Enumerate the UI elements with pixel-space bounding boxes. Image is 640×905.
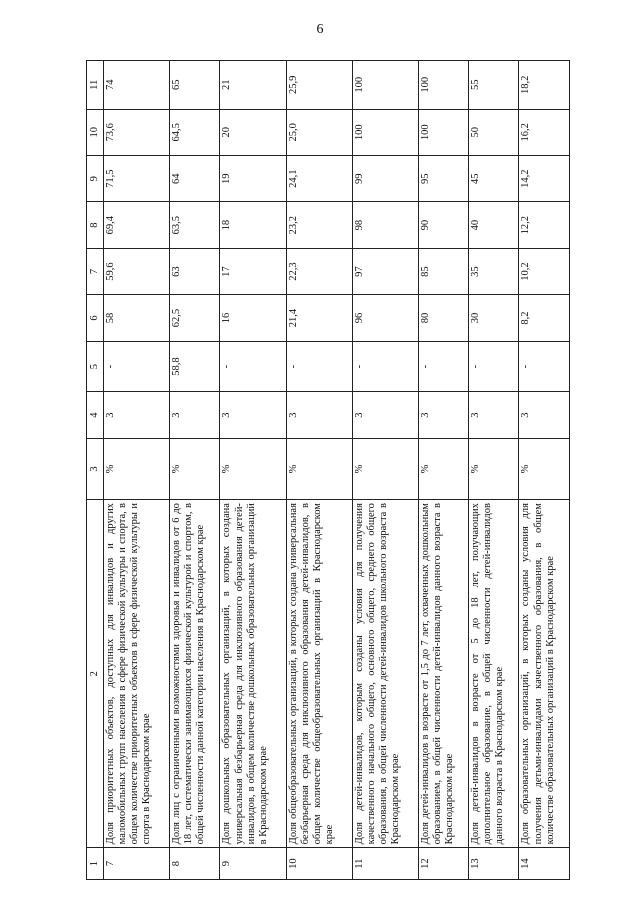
table-row (519, 61, 570, 880)
table-cell: 63,5 (170, 202, 220, 248)
table-cell: 16 (220, 295, 286, 341)
table-row (418, 61, 468, 880)
table-cell: 20 (220, 109, 286, 155)
column-header: 7 (87, 248, 104, 294)
table-cell: 71,5 (104, 156, 170, 202)
table-cell: % (104, 438, 170, 499)
table-cell: - (418, 341, 468, 392)
table-row (170, 61, 220, 880)
table-cell: 80 (418, 295, 468, 341)
table-cell: 3 (220, 392, 286, 438)
table-cell: 3 (469, 392, 519, 438)
row-number: 10 (286, 848, 352, 880)
table-cell: 69,4 (104, 202, 170, 248)
table-cell: 63 (170, 248, 220, 294)
table-cell: 90 (418, 202, 468, 248)
table-cell: 30 (469, 295, 519, 341)
table-cell: 95 (418, 156, 468, 202)
table-cell: 18,2 (519, 61, 570, 110)
table-cell: 55 (469, 61, 519, 110)
indicator-description: Доля приоритетных объектов, доступных для инвалидов и других маломобильных групп населения в сфере физической культуры и спорта, в общем количестве приоритетных объектов в сфере физической культуры и спорта в Краснодарском крае (104, 500, 170, 848)
table-cell: 21,4 (286, 295, 352, 341)
table-cell: 73,6 (104, 109, 170, 155)
table-cell: 3 (286, 392, 352, 438)
page-number: 6 (316, 22, 324, 37)
table-cell: 21 (220, 61, 286, 110)
table-cell: 58 (104, 295, 170, 341)
indicator-description: Доля детей-инвалидов, которым созданы условия для получения качественного начального общего, основного общего, среднего общего образования, в общей численности детей-инвалидов школьного возраста в Краснодарском крае (352, 500, 418, 848)
table-cell: - (469, 341, 519, 392)
row-number: 8 (170, 848, 220, 880)
table-cell: % (170, 438, 220, 499)
table-cell: 24,1 (286, 156, 352, 202)
table-cell: 22,3 (286, 248, 352, 294)
table-cell: 100 (352, 109, 418, 155)
table-cell: 96 (352, 295, 418, 341)
table-cell: 16,2 (519, 109, 570, 155)
table-cell: - (220, 341, 286, 392)
table-cell: 100 (352, 61, 418, 110)
table-cell: - (519, 341, 570, 392)
table-cell: % (220, 438, 286, 499)
indicator-description: Доля лиц с ограниченными возможностями здоровья и инвалидов от 6 до 18 лет, систематически занимающихся физической культурой и спортом, в общей численности данной категории населения в Краснодарском крае (170, 500, 220, 848)
rotated-table-container (86, 60, 570, 880)
table-cell: 3 (519, 392, 570, 438)
table-cell: 3 (418, 392, 468, 438)
table-row (220, 61, 286, 880)
table-cell: - (286, 341, 352, 392)
row-number: 9 (220, 848, 286, 880)
table-cell: 40 (469, 202, 519, 248)
indicator-description: Доля детей-инвалидов в возрасте от 1,5 до 7 лет, охваченных дошкольным образованием, в общей численности детей-инвалидов данного возраста в Краснодарском крае (418, 500, 468, 848)
indicator-description: Доля детей-инвалидов в возрасте от 5 до 18 лет, получающих дополнительное образование, в общей численности детей-инвалидов данного возраста в Краснодарском крае (469, 500, 519, 848)
table-cell: - (104, 341, 170, 392)
column-header: 9 (87, 156, 104, 202)
table-cell: 85 (418, 248, 468, 294)
table-row (469, 61, 519, 880)
table-cell: - (352, 341, 418, 392)
table-cell: 18 (220, 202, 286, 248)
table-cell: 64 (170, 156, 220, 202)
table-cell: 12,2 (519, 202, 570, 248)
table-cell: 23,2 (286, 202, 352, 248)
table-cell: 100 (418, 109, 468, 155)
column-header: 1 (87, 848, 104, 880)
indicator-description: Доля общеобразовательных организаций, в которых создана универсальная безбарьерная среда для инклюзивного образования детей-инвалидов, в общем количестве общеобразовательных организаций в Краснодарском крае (286, 500, 352, 848)
column-header: 4 (87, 392, 104, 438)
table-cell: % (286, 438, 352, 499)
table-cell: % (519, 438, 570, 499)
column-header: 6 (87, 295, 104, 341)
row-number: 14 (519, 848, 570, 880)
table-row (104, 61, 170, 880)
table-cell: 74 (104, 61, 170, 110)
table-cell: 45 (469, 156, 519, 202)
indicator-description: Доля дошкольных образовательных организаций, в которых создана универсальная безбарьерная среда для инклюзивного образования детей-инвалидов, в общем количестве дошкольных образовательных организаций в Краснодарском крае (220, 500, 286, 848)
table-cell: 100 (418, 61, 468, 110)
rotated-table-inner (86, 60, 570, 880)
table-cell: 98 (352, 202, 418, 248)
column-header: 3 (87, 438, 104, 499)
table-cell: 97 (352, 248, 418, 294)
table-cell: % (469, 438, 519, 499)
table-cell: 50 (469, 109, 519, 155)
indicators-table (86, 60, 570, 880)
row-number: 12 (418, 848, 468, 880)
row-number: 13 (469, 848, 519, 880)
table-cell: 62,5 (170, 295, 220, 341)
table-row (352, 61, 418, 880)
table-cell: 3 (352, 392, 418, 438)
table-cell: 14,2 (519, 156, 570, 202)
indicator-description: Доля образовательных организаций, в которых созданы условия для получения детьми-инвалидами качественного образования, в общем количестве образовательных организаций в Краснодарском крае (519, 500, 570, 848)
column-header: 10 (87, 109, 104, 155)
table-cell: 59,6 (104, 248, 170, 294)
table-cell: 19 (220, 156, 286, 202)
table-cell: 3 (104, 392, 170, 438)
table-cell: 25,0 (286, 109, 352, 155)
table-cell: % (418, 438, 468, 499)
row-number: 11 (352, 848, 418, 880)
table-cell: 35 (469, 248, 519, 294)
column-header: 8 (87, 202, 104, 248)
column-header: 2 (87, 500, 104, 848)
table-cell: 65 (170, 61, 220, 110)
table-cell: 10,2 (519, 248, 570, 294)
table-header-row (87, 61, 104, 880)
table-cell: % (352, 438, 418, 499)
table-row (286, 61, 352, 880)
table-cell: 8,2 (519, 295, 570, 341)
row-number: 7 (104, 848, 170, 880)
table-cell: 99 (352, 156, 418, 202)
table-cell: 58,8 (170, 341, 220, 392)
column-header: 5 (87, 341, 104, 392)
column-header: 11 (87, 61, 104, 110)
table-cell: 25,9 (286, 61, 352, 110)
table-cell: 64,5 (170, 109, 220, 155)
table-cell: 3 (170, 392, 220, 438)
table-cell: 17 (220, 248, 286, 294)
